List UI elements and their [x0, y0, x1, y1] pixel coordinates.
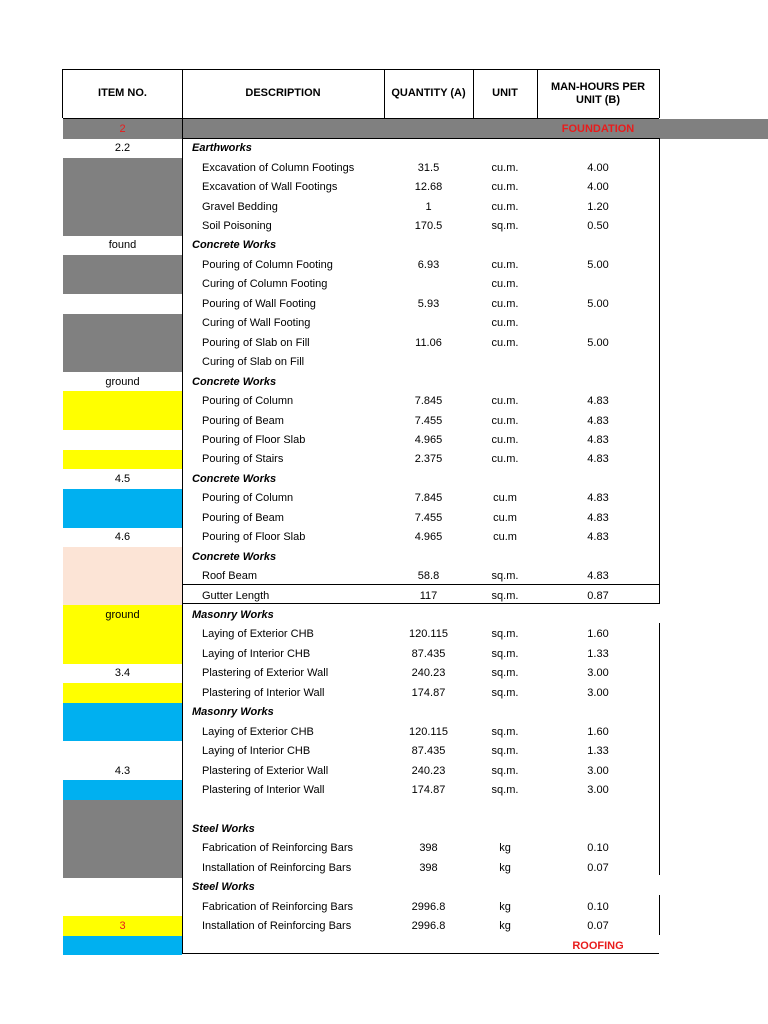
man-hours-cell: 0.10 [587, 842, 609, 855]
man-hours-cell: 0.07 [587, 920, 609, 933]
description-cell: Installation of Reinforcing Bars [202, 920, 352, 933]
quantity-cell [384, 352, 473, 372]
quantity-cell: 240.23 [411, 667, 446, 680]
unit-cell: cu.m. [491, 433, 519, 446]
description-cell: Pouring of Column [202, 395, 294, 408]
table-row [0, 177, 768, 197]
item-no-cell [63, 819, 182, 839]
quantity-cell: 2996.8 [411, 920, 446, 933]
section-row [0, 119, 768, 139]
unit-cell: cu.m. [491, 317, 519, 330]
man-hours-cell [537, 878, 659, 898]
unit-cell: sq.m. [491, 589, 519, 602]
header-top-border [63, 69, 659, 70]
quantity-cell [384, 119, 473, 139]
unit-cell: cu.m. [491, 278, 519, 291]
description-cell: Laying of Interior CHB [202, 745, 311, 758]
unit-cell [473, 878, 537, 898]
header-description: DESCRIPTION [245, 87, 321, 99]
quantity-cell [384, 314, 473, 334]
table-row [0, 703, 768, 723]
item-no-cell [63, 722, 182, 742]
quantity-cell [384, 819, 473, 839]
man-hours-cell [537, 352, 659, 372]
man-hours-cell: 4.83 [587, 395, 609, 408]
item-no-cell [63, 586, 182, 606]
table-row [0, 605, 768, 625]
item-no-cell: 4.5 [114, 472, 131, 485]
man-hours-cell: 4.83 [587, 433, 609, 446]
quantity-cell: 2996.8 [411, 900, 446, 913]
description-cell: Pouring of Floor Slab [202, 433, 306, 446]
unit-cell: cu.m. [491, 453, 519, 466]
item-no-cell [63, 508, 182, 528]
table-row [0, 489, 768, 509]
unit-cell: kg [499, 920, 511, 933]
item-no-cell [63, 839, 182, 859]
man-hours-cell [537, 819, 659, 839]
quantity-cell: 120.115 [409, 725, 448, 738]
unit-cell: cu.m. [491, 161, 519, 174]
unit-cell [473, 703, 537, 723]
unit-cell: sq.m. [491, 784, 519, 797]
man-hours-cell: 5.00 [587, 336, 609, 349]
item-no-cell [63, 489, 182, 509]
man-hours-cell: 3.00 [587, 667, 609, 680]
man-hours-cell: 1.33 [587, 647, 609, 660]
header-man-hours [537, 69, 659, 118]
category-label: Earthworks [192, 142, 252, 155]
man-hours-cell: 1.20 [587, 200, 609, 213]
description-cell: Pouring of Wall Footing [202, 297, 316, 310]
qty-col-border [473, 69, 474, 118]
item-no-cell [63, 275, 182, 295]
quantity-cell: 7.845 [414, 492, 443, 505]
man-hours-cell [537, 372, 659, 392]
unit-cell: kg [499, 842, 511, 855]
item-no-cell [63, 411, 182, 431]
item-no-cell [63, 703, 182, 723]
description-cell: Curing of Slab on Fill [202, 356, 305, 369]
quantity-cell: 7.845 [414, 395, 443, 408]
table-row [0, 625, 768, 645]
quantity-cell: 58.8 [417, 570, 440, 583]
item-no-cell [63, 683, 182, 703]
man-hours-cell: 4.83 [587, 511, 609, 524]
quantity-cell: 87.435 [411, 647, 446, 660]
unit-cell [473, 352, 537, 372]
header-man-hours-line1: MAN-HOURS PER [550, 80, 646, 93]
man-hours-cell [537, 703, 659, 723]
man-hours-cell: 0.10 [587, 900, 609, 913]
header-quantity: QUANTITY (A) [391, 87, 466, 99]
quantity-cell: 31.5 [417, 161, 440, 174]
quantity-cell [384, 275, 473, 295]
description-cell: Pouring of Beam [202, 414, 284, 427]
left-border [62, 69, 63, 118]
item-no-cell [63, 255, 182, 275]
table-row [0, 566, 768, 586]
man-hours-cell: 5.00 [587, 297, 609, 310]
description-cell: Roof Beam [202, 570, 258, 583]
item-no-cell [63, 216, 182, 236]
unit-cell: cu.m. [491, 395, 519, 408]
description-cell: Pouring of Column [202, 492, 294, 505]
table-row [0, 897, 768, 917]
quantity-cell [384, 372, 473, 392]
man-hours-cell: 1.60 [587, 628, 609, 641]
table-row [0, 314, 768, 334]
item-no-cell [63, 333, 182, 353]
item-no-cell [63, 391, 182, 411]
man-hours-cell: 0.07 [587, 861, 609, 874]
description-cell: Laying of Exterior CHB [202, 725, 314, 738]
unit-cell: sq.m. [491, 628, 519, 641]
table-row [0, 294, 768, 314]
unit-cell [473, 138, 537, 158]
unit-cell [473, 800, 537, 820]
unit-cell: cu.m [493, 492, 517, 505]
quantity-cell: 398 [419, 842, 438, 855]
table-row [0, 216, 768, 236]
quantity-cell: 7.455 [414, 414, 443, 427]
item-no-cell [63, 314, 182, 334]
man-hours-cell [537, 138, 659, 158]
item-no-cell [63, 878, 182, 898]
man-hours-cell [537, 469, 659, 489]
description-cell: Pouring of Floor Slab [202, 531, 306, 544]
man-hours-cell: 4.83 [587, 570, 609, 583]
quantity-cell: 1 [425, 200, 432, 213]
description-cell: Plastering of Interior Wall [202, 784, 325, 797]
description-cell: Laying of Exterior CHB [202, 628, 314, 641]
quantity-cell [384, 703, 473, 723]
unit-cell: cu.m [493, 531, 517, 544]
unit-cell: cu.m. [491, 200, 519, 213]
item-no-cell: 4.3 [114, 764, 131, 777]
man-hours-cell [537, 605, 659, 625]
description-cell [202, 119, 392, 139]
table-row [0, 722, 768, 742]
unit-cell [473, 236, 537, 256]
unit-cell: sq.m. [491, 686, 519, 699]
item-no-cell [63, 858, 182, 878]
quantity-cell: 11.06 [415, 336, 442, 349]
description-cell: Pouring of Column Footing [202, 258, 333, 271]
man-hours-cell: 3.00 [587, 784, 609, 797]
table-row [0, 839, 768, 859]
quantity-cell: 7.455 [414, 511, 443, 524]
description-cell: Plastering of Interior Wall [202, 686, 325, 699]
man-hours-cell [537, 314, 659, 334]
man-hours-cell: 4.00 [587, 161, 609, 174]
quantity-cell: 12.68 [414, 181, 443, 194]
description-cell: Soil Poisoning [202, 220, 272, 232]
category-label: Concrete Works [192, 550, 277, 563]
description-cell: Pouring of Stairs [202, 453, 284, 466]
unit-cell [473, 469, 537, 489]
unit-cell: sq.m. [491, 667, 519, 680]
item-no-cell: 2.2 [114, 142, 131, 155]
unit-cell: sq.m. [491, 570, 519, 583]
item-no-cell [63, 897, 182, 917]
table-row [0, 800, 768, 820]
item-no-cell [63, 430, 182, 450]
man-hours-cell: 4.83 [587, 492, 609, 505]
man-hours-cell: 1.33 [587, 745, 609, 758]
quantity-cell [384, 138, 473, 158]
description-cell: Fabrication of Reinforcing Bars [202, 900, 354, 913]
description-cell: Gutter Length [202, 589, 270, 602]
category-label: Concrete Works [192, 239, 277, 252]
row-border-roofing [182, 953, 659, 954]
description-cell: Laying of Interior CHB [202, 647, 311, 660]
unit-cell [473, 372, 537, 392]
right-border-bottom [659, 895, 660, 935]
description-cell: Excavation of Column Footings [202, 161, 355, 174]
item-no-cell: 4.6 [114, 531, 131, 544]
item-no-cell: ground [105, 609, 140, 621]
table-row [0, 858, 768, 878]
table-row [0, 683, 768, 703]
man-hours-cell: 3.00 [587, 764, 609, 777]
table-row [0, 352, 768, 372]
quantity-cell: 6.93 [417, 258, 440, 271]
unit-cell: sq.m. [491, 220, 519, 232]
quantity-cell [384, 605, 473, 625]
item-no-cell: 2 [119, 122, 126, 135]
quantity-cell [384, 878, 473, 898]
description-cell: Fabrication of Reinforcing Bars [202, 842, 354, 855]
item-no-cell [63, 936, 182, 956]
unit-col-border [537, 69, 538, 118]
table-row [0, 450, 768, 470]
unit-cell: sq.m. [491, 725, 519, 738]
row-border-gutter-bottom [182, 603, 659, 604]
table-row [0, 372, 768, 392]
unit-cell [473, 819, 537, 839]
unit-cell: sq.m. [491, 647, 519, 660]
item-no-cell [63, 800, 182, 820]
item-no-cell [63, 741, 182, 761]
table-row [0, 255, 768, 275]
description-cell: Curing of Column Footing [202, 278, 328, 291]
quantity-cell [384, 236, 473, 256]
right-border-lower [659, 623, 660, 875]
unit-cell: sq.m. [491, 745, 519, 758]
man-hours-cell [537, 547, 659, 567]
unit-cell [473, 547, 537, 567]
man-hours-cell: FOUNDATION [561, 122, 635, 135]
category-label: Concrete Works [192, 375, 277, 388]
item-no-cell: ground [105, 375, 140, 388]
item-no-cell [63, 294, 182, 314]
man-hours-cell: 1.60 [587, 725, 609, 738]
unit-cell: kg [499, 900, 511, 913]
item-no-cell: 3.4 [114, 667, 131, 680]
unit-cell: cu.m. [491, 336, 519, 349]
unit-cell: sq.m. [491, 764, 519, 777]
table-row [0, 508, 768, 528]
unit-cell: cu.m. [491, 297, 519, 310]
table-row [0, 469, 768, 489]
man-hours-cell: ROOFING [572, 939, 624, 952]
table-row [0, 158, 768, 178]
quantity-cell: 174.87 [411, 784, 446, 797]
desc-col-border [384, 69, 385, 118]
quantity-cell: 4.965 [414, 531, 443, 544]
quantity-cell: 240.23 [411, 764, 446, 777]
unit-cell: cu.m. [491, 258, 519, 271]
description-cell: Plastering of Exterior Wall [202, 667, 329, 680]
table-row [0, 411, 768, 431]
item-no-cell [63, 780, 182, 800]
description-cell: Plastering of Exterior Wall [202, 764, 329, 777]
man-hours-cell [537, 800, 659, 820]
category-label: Steel Works [192, 881, 255, 894]
item-no-cell [63, 177, 182, 197]
quantity-cell: 4.965 [414, 433, 443, 446]
man-hours-cell: 5.00 [587, 258, 609, 271]
category-label: Masonry Works [192, 609, 274, 621]
description-cell: Installation of Reinforcing Bars [202, 861, 352, 874]
unit-cell: cu.m. [491, 181, 519, 194]
quantity-cell: 5.93 [417, 297, 440, 310]
row-border-gutter-top [182, 584, 659, 585]
man-hours-cell: 0.50 [587, 220, 609, 232]
category-label: Concrete Works [192, 472, 277, 485]
quantity-cell: 2.375 [414, 453, 443, 466]
table-row [0, 333, 768, 353]
table-row [0, 138, 768, 158]
table-row [0, 275, 768, 295]
description-cell: Curing of Wall Footing [202, 317, 311, 330]
quantity-cell: 174.87 [411, 686, 446, 699]
item-no-cell [63, 625, 182, 645]
right-border-upper [659, 138, 660, 604]
man-hours-cell: 4.83 [587, 414, 609, 427]
quantity-cell: 117 [419, 589, 438, 602]
row-border-2 [182, 138, 659, 139]
header-bottom-border [63, 118, 659, 119]
table-row [0, 741, 768, 761]
description-cell: Gravel Bedding [202, 200, 278, 213]
item-no-cell [63, 352, 182, 372]
header-man-hours-line2: UNIT (B) [576, 93, 620, 106]
table-row [0, 197, 768, 217]
table-row [0, 391, 768, 411]
item-no-cell [63, 197, 182, 217]
man-hours-cell: 0.87 [587, 589, 609, 602]
item-no-cell [63, 644, 182, 664]
quantity-cell: 398 [419, 861, 438, 874]
quantity-cell: 87.435 [411, 745, 446, 758]
item-no-cell [63, 566, 182, 586]
quantity-cell [384, 800, 473, 820]
man-hours-cell [537, 275, 659, 295]
quantity-cell: 170.5 [414, 220, 443, 232]
item-no-cell [63, 547, 182, 567]
right-border-header [659, 69, 660, 118]
item-no-cell [63, 450, 182, 470]
item-no-cell [63, 158, 182, 178]
table-row [0, 878, 768, 898]
table-row [0, 780, 768, 800]
header-unit: UNIT [492, 87, 518, 99]
description-cell: Pouring of Slab on Fill [202, 336, 310, 349]
table-row [0, 819, 768, 839]
man-hours-cell: 4.00 [587, 181, 609, 194]
quantity-cell [384, 469, 473, 489]
category-label: Steel Works [192, 822, 255, 835]
table-row [0, 236, 768, 256]
man-hours-cell: 4.83 [587, 531, 609, 544]
unit-cell [473, 119, 537, 139]
table-row [0, 430, 768, 450]
item-no-cell: 3 [119, 920, 126, 933]
table-row [0, 664, 768, 684]
unit-cell: cu.m [493, 511, 517, 524]
item-no-cell: found [108, 239, 137, 252]
quantity-cell: 120.115 [409, 628, 448, 641]
man-hours-cell: 3.00 [587, 686, 609, 699]
table-row [0, 916, 768, 936]
table-row [0, 761, 768, 781]
unit-cell: cu.m. [491, 414, 519, 427]
header-item-no: ITEM NO. [98, 87, 147, 99]
unit-cell: kg [499, 861, 511, 874]
table-row [0, 644, 768, 664]
quantity-cell [384, 547, 473, 567]
table-row [0, 547, 768, 567]
unit-cell [473, 605, 537, 625]
man-hours-cell: 4.83 [587, 453, 609, 466]
table-row [0, 527, 768, 547]
man-hours-cell [537, 236, 659, 256]
category-label: Masonry Works [192, 706, 274, 719]
description-cell: Pouring of Beam [202, 511, 284, 524]
description-cell [202, 800, 392, 820]
item-col-border [182, 69, 183, 954]
description-cell: Excavation of Wall Footings [202, 181, 338, 194]
